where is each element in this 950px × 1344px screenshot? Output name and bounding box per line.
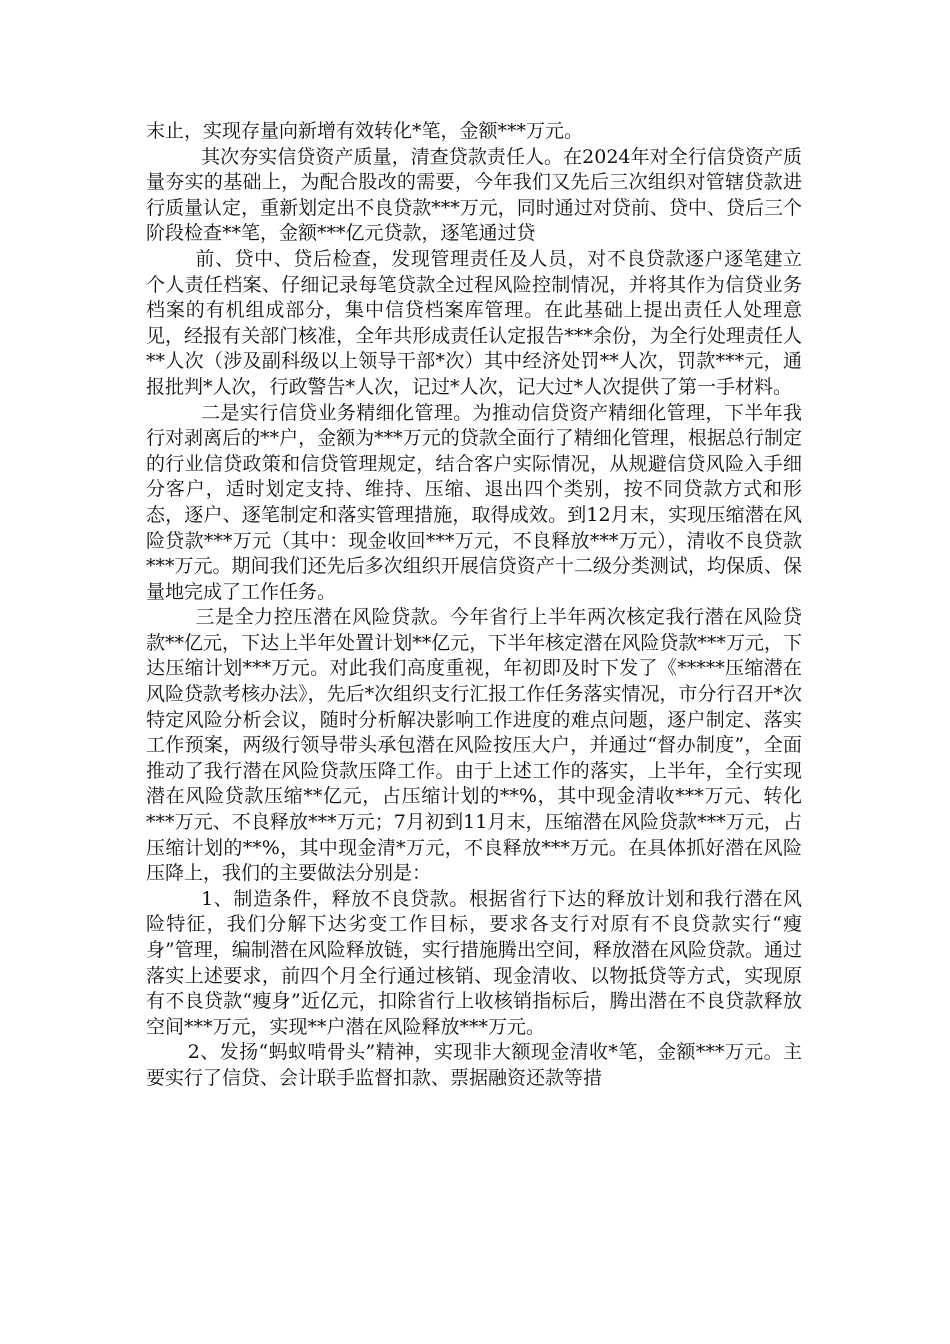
paragraph-cash-recovery: 2、发扬“蚂蚁啃骨头”精神，实现非大额现金清收*笔，金额***万元。主要实行了信贷、会计联手监督扣款、票据融资还款等措: [146, 1041, 802, 1089]
paragraph-fine-management: 二是实行信贷业务精细化管理。为推动信贷资产精细化管理，下半年我行对剥离后的**户，金额为***万元的贷款全面行了精细化管理，根据总行制定的行业信贷政策和信贷管理规定，结合客户实际情况，从规避信贷风险入手细分客户，适时划定支持、维持、压缩、退出四个类别，按不同贷款方式和形态，逐户、逐笔制定和落实管理措施，取得成效。到12月末，实现压缩潜在风险贷款***万元（其中：现金收回***万元，不良释放***万元），清收不良贷款***万元。期间我们还先后多次组织开展信贷资产十二级分类测试，均保质、保量地完成了工作任务。: [146, 401, 802, 603]
paragraph-asset-quality: 其次夯实信贷资产质量，清查贷款责任人。在2024年对全行信贷资产质量夯实的基础上，为配合股改的需要，今年我们又先后三次组织对管辖贷款进行质量认定，重新划定出不良贷款***万元，同时通过对贷前、贷中、贷后三个阶段检查**笔，金额***亿元贷款，逐笔通过贷: [146, 145, 802, 245]
paragraph-continuation: 末止，实现存量向新增有效转化*笔，金额***万元。: [146, 120, 584, 142]
paragraph-risk-control: 三是全力控压潜在风险贷款。今年省行上半年两次核定我行潜在风险贷款**亿元，下达上半年处置计划**亿元，下半年核定潜在风险贷款***万元，下达压缩计划***万元。对此我们高度重视，年初即及时下发了《*****压缩潜在风险贷款考核办法》，先后*次组织支行汇报工作任务落实情况，市分行召开*次特定风险分析会议，随时分析解决影响工作进度的难点问题，逐户制定、落实工作预案，两级行领导带头承包潜在风险按压大户，并通过“督办制度”，全面推动了我行潜在风险贷款压降工作。由于上述工作的落实，上半年，全行实现潜在风险贷款压缩**亿元，占压缩计划的**%，其中现金清收***万元、转化***万元、不良释放***万元；7月初到11月末，压缩潜在风险贷款***万元，占压缩计划的**%，其中现金清*万元，不良释放***万元。在具体抓好潜在风险压降上，我们的主要做法分别是：: [146, 606, 802, 885]
paragraph-responsibility-files: 前、贷中、贷后检查，发现管理责任及人员，对不良贷款逐户逐笔建立个人责任档案、仔细记录每笔贷款全过程风险控制情况，并将其作为信贷业务档案的有机组成部分，集中信贷档案库管理。在此基础上提出责任人处理意见，经报有关部门核准，全年共形成责任认定报告***余份，为全行处理责任人**人次（涉及副科级以上领导干部*次）其中经济处罚**人次，罚款***元，通报批判*人次，行政警告*人次，记过*人次，记大过*人次提供了第一手材料。: [146, 247, 802, 398]
paragraph-release-bad-loans: 1、制造条件，释放不良贷款。根据省行下达的释放计划和我行潜在风险特征，我们分解下达劣变工作目标，要求各支行对原有不良贷款实行“瘦身”管理，编制潜在风险释放链，实行措施腾出空间，释放潜在风险贷款。通过落实上述要求，前四个月全行通过核销、现金清收、以物抵贷等方式，实现原有不良贷款“瘦身”近亿元，扣除省行上收核销指标后，腾出潜在不良贷款释放空间***万元，实现**户潜在风险释放***万元。: [146, 887, 802, 1038]
document-body: [146, 119, 802, 1092]
